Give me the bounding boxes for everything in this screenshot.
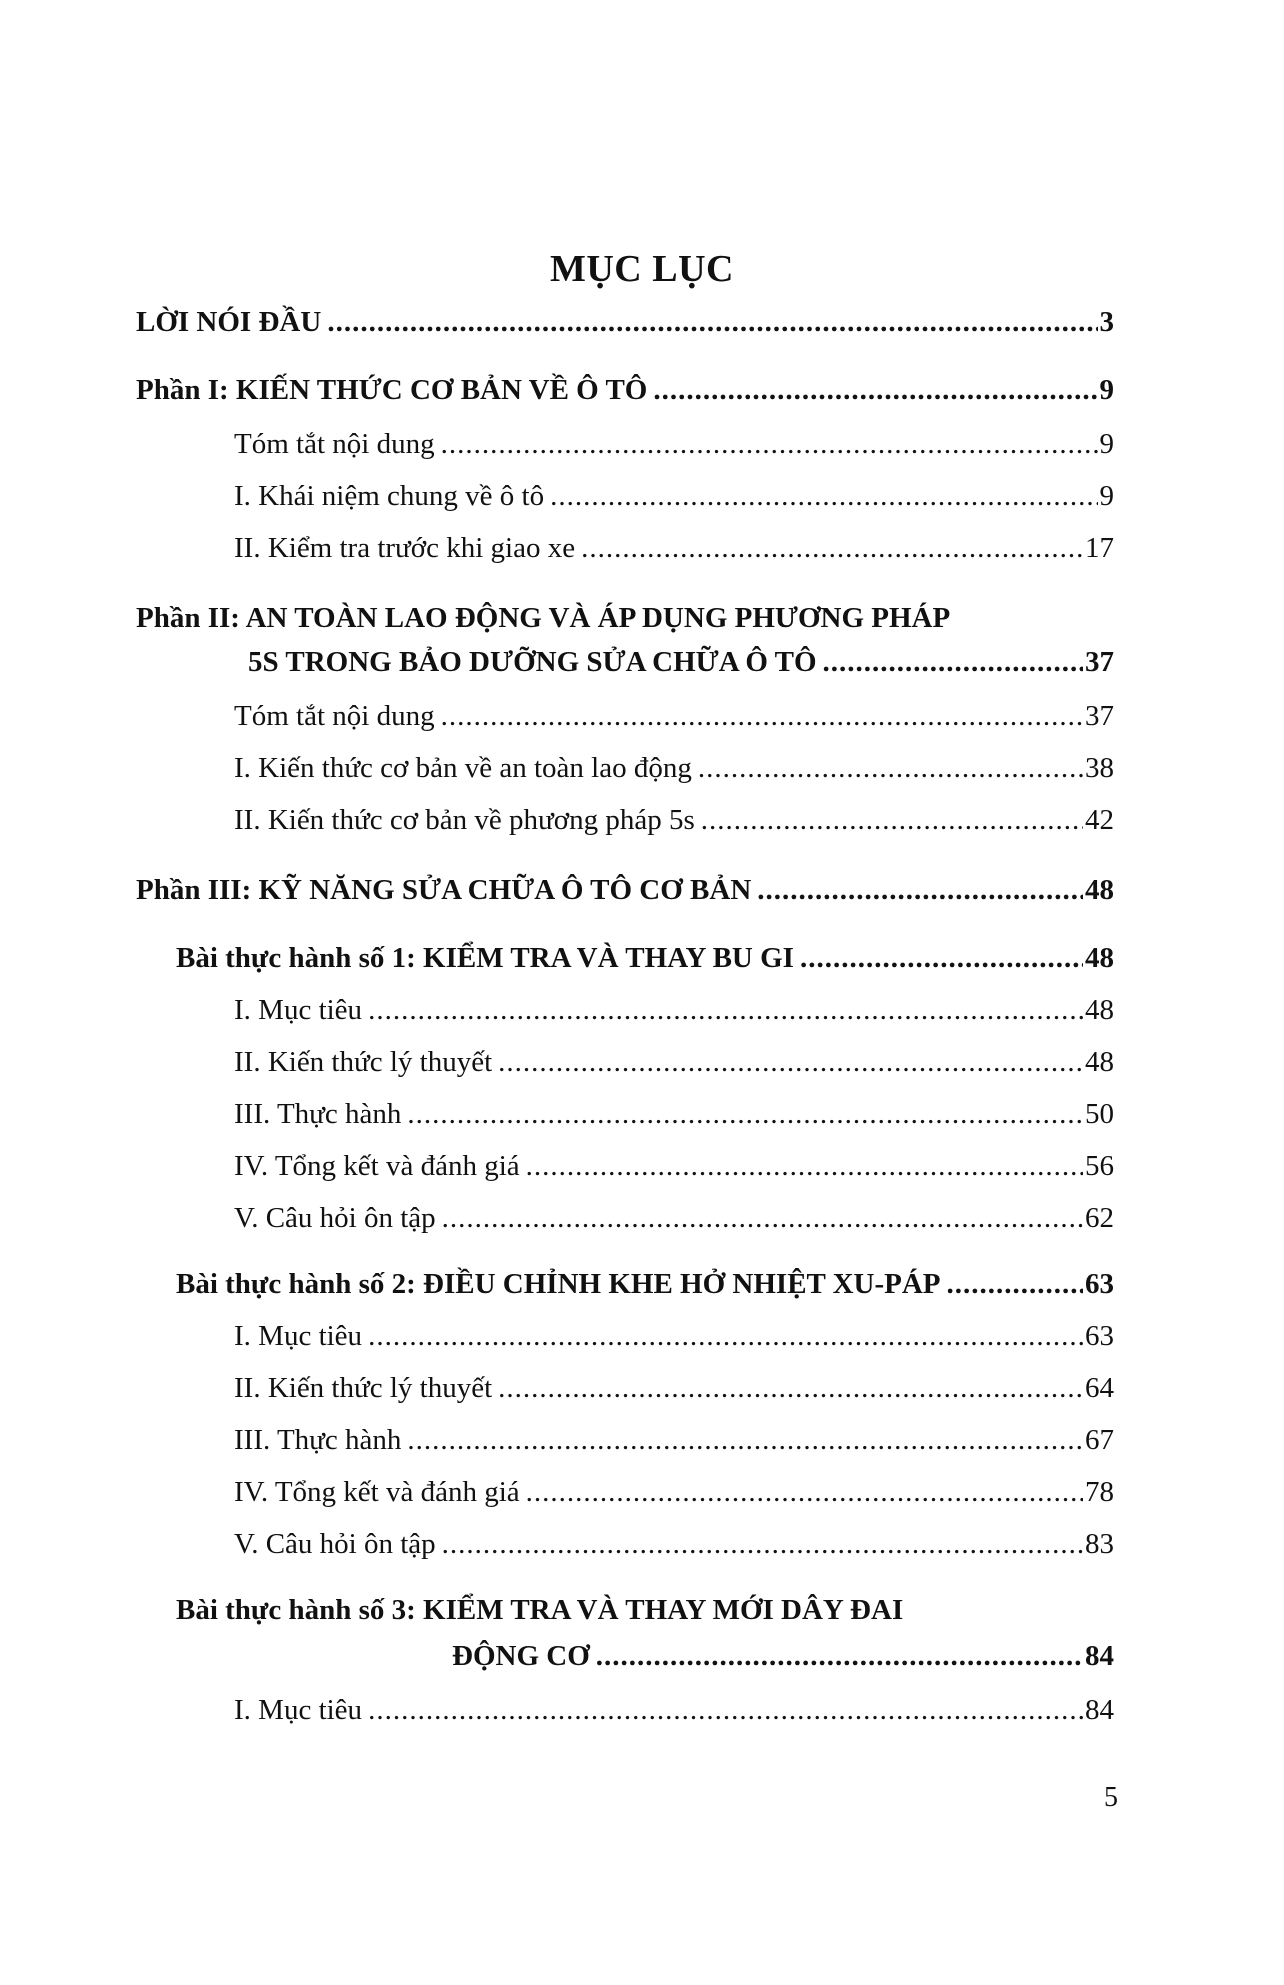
toc-entry-label: II. Kiến thức lý thuyết (234, 1372, 493, 1404)
toc-entry-sub[interactable] (234, 800, 1114, 840)
toc-entry-page: 48 (1085, 994, 1114, 1026)
toc-entry-page: 63 (1085, 1268, 1114, 1300)
toc-entry-page: 48 (1085, 874, 1114, 906)
toc-entry-sub[interactable] (234, 1524, 1114, 1564)
toc-entry-sub[interactable] (234, 1472, 1114, 1512)
toc-entry-page: 37 (1085, 646, 1114, 678)
toc-entry-page: 9 (1099, 428, 1114, 460)
toc-entry-lesson-2[interactable] (176, 1264, 1114, 1304)
toc-entry-sub[interactable] (234, 1042, 1114, 1082)
toc-entry-label: II. Kiểm tra trước khi giao xe (234, 532, 576, 564)
toc-entry-page: 48 (1085, 942, 1114, 974)
toc-entry-sub[interactable] (234, 1146, 1114, 1186)
toc-entry-sub[interactable] (234, 1316, 1114, 1356)
toc-entry-label: V. Câu hỏi ôn tập (234, 1202, 436, 1234)
dot-leader (800, 938, 1083, 978)
toc-entry-label: Bài thực hành số 2: ĐIỀU CHỈNH KHE HỞ NHIỆT XU-PÁP (176, 1268, 941, 1300)
toc-entry-page: 38 (1085, 752, 1114, 784)
dot-leader (498, 1042, 1083, 1082)
toc-entry-sub[interactable] (234, 1690, 1114, 1730)
dot-leader (947, 1264, 1083, 1304)
toc-entry-preface[interactable] (136, 302, 1114, 342)
toc-entry-label: Tóm tắt nội dung (234, 700, 435, 732)
toc-entry-sub[interactable] (234, 696, 1114, 736)
page-number: 5 (1104, 1782, 1118, 1813)
dot-leader (550, 476, 1097, 516)
toc-entry-sub[interactable] (234, 476, 1114, 516)
toc-entry-sub[interactable] (234, 990, 1114, 1030)
toc-entry-page: 83 (1085, 1528, 1114, 1560)
toc-entry-page: 56 (1085, 1150, 1114, 1182)
dot-leader (441, 696, 1083, 736)
toc-entry-page: 84 (1085, 1694, 1114, 1726)
toc-entry-label: IV. Tổng kết và đánh giá (234, 1476, 520, 1508)
toc-entry-label: II. Kiến thức cơ bản về phương pháp 5s (234, 804, 695, 836)
dot-leader (653, 370, 1097, 410)
toc-entry-label: Phần I: KIẾN THỨC CƠ BẢN VỀ Ô TÔ (136, 374, 648, 406)
toc-entry-page: 42 (1085, 804, 1114, 836)
toc-entry-page: 17 (1085, 532, 1114, 564)
dot-leader (701, 800, 1083, 840)
dot-leader (596, 1636, 1083, 1676)
toc-entry-sub[interactable] (234, 1094, 1114, 1134)
dot-leader (327, 302, 1097, 342)
toc-entry-page: 50 (1085, 1098, 1114, 1130)
toc-entry-label: I. Mục tiêu (234, 994, 363, 1026)
dot-leader (757, 870, 1083, 910)
toc-entry-page: 67 (1085, 1424, 1114, 1456)
toc-entry-label: I. Mục tiêu (234, 1694, 363, 1726)
dot-leader (526, 1146, 1083, 1186)
toc-entry-label: I. Mục tiêu (234, 1320, 363, 1352)
toc-entry-lesson-1[interactable] (176, 938, 1114, 978)
dot-leader (526, 1472, 1083, 1512)
page-title: MỤC LỤC (550, 248, 734, 291)
toc-entry-sub[interactable] (234, 528, 1114, 568)
toc-entry-page: 62 (1085, 1202, 1114, 1234)
toc-entry-label: Bài thực hành số 1: KIỂM TRA VÀ THAY BU GI (176, 942, 794, 974)
toc-entry-label: V. Câu hỏi ôn tập (234, 1528, 436, 1560)
toc-entry-page: 9 (1099, 374, 1114, 406)
dot-leader (823, 642, 1083, 682)
toc-entry-part-3[interactable] (136, 870, 1114, 910)
toc-entry-lesson-3-line1[interactable]: Bài thực hành số 3: KIỂM TRA VÀ THAY MỚI DÂY ĐAI (176, 1594, 904, 1626)
toc-entry-label: III. Thực hành (234, 1098, 402, 1130)
toc-entry-page: 63 (1085, 1320, 1114, 1352)
dot-leader (368, 990, 1083, 1030)
toc-entry-page: 64 (1085, 1372, 1114, 1404)
toc-entry-sub[interactable] (234, 748, 1114, 788)
dot-leader (407, 1094, 1083, 1134)
dot-leader (498, 1368, 1083, 1408)
toc-entry-page: 3 (1099, 306, 1114, 338)
toc-entry-sub[interactable] (234, 1198, 1114, 1238)
toc-entry-label: III. Thực hành (234, 1424, 402, 1456)
toc-entry-part-2-line1[interactable]: Phần II: AN TOÀN LAO ĐỘNG VÀ ÁP DỤNG PHƯƠNG PHÁP (136, 602, 951, 634)
toc-entry-label: ĐỘNG CƠ (452, 1640, 590, 1672)
toc-entry-part-2[interactable] (248, 642, 1114, 682)
toc-entry-page: 37 (1085, 700, 1114, 732)
toc-entry-lesson-3[interactable] (452, 1636, 1114, 1676)
dot-leader (698, 748, 1083, 788)
toc-entry-label: Tóm tắt nội dung (234, 428, 435, 460)
toc-entry-label: I. Khái niệm chung về ô tô (234, 480, 545, 512)
toc-entry-sub[interactable] (234, 1420, 1114, 1460)
toc-entry-sub[interactable] (234, 424, 1114, 464)
dot-leader (368, 1690, 1083, 1730)
toc-entry-page: 48 (1085, 1046, 1114, 1078)
toc-entry-page: 9 (1099, 480, 1114, 512)
toc-entry-sub[interactable] (234, 1368, 1114, 1408)
toc-entry-label: IV. Tổng kết và đánh giá (234, 1150, 520, 1182)
dot-leader (407, 1420, 1083, 1460)
dot-leader (581, 528, 1083, 568)
toc-entry-label: I. Kiến thức cơ bản về an toàn lao động (234, 752, 692, 784)
dot-leader (442, 1524, 1083, 1564)
dot-leader (368, 1316, 1083, 1356)
toc-entry-label: Phần III: KỸ NĂNG SỬA CHỮA Ô TÔ CƠ BẢN (136, 874, 752, 906)
dot-leader (442, 1198, 1083, 1238)
toc-entry-part-1[interactable] (136, 370, 1114, 410)
toc-entry-label: II. Kiến thức lý thuyết (234, 1046, 493, 1078)
toc-entry-page: 84 (1085, 1640, 1114, 1672)
toc-entry-label: 5S TRONG BẢO DƯỠNG SỬA CHỮA Ô TÔ (248, 646, 817, 678)
toc-entry-page: 78 (1085, 1476, 1114, 1508)
dot-leader (441, 424, 1098, 464)
toc-entry-label: LỜI NÓI ĐẦU (136, 306, 322, 338)
